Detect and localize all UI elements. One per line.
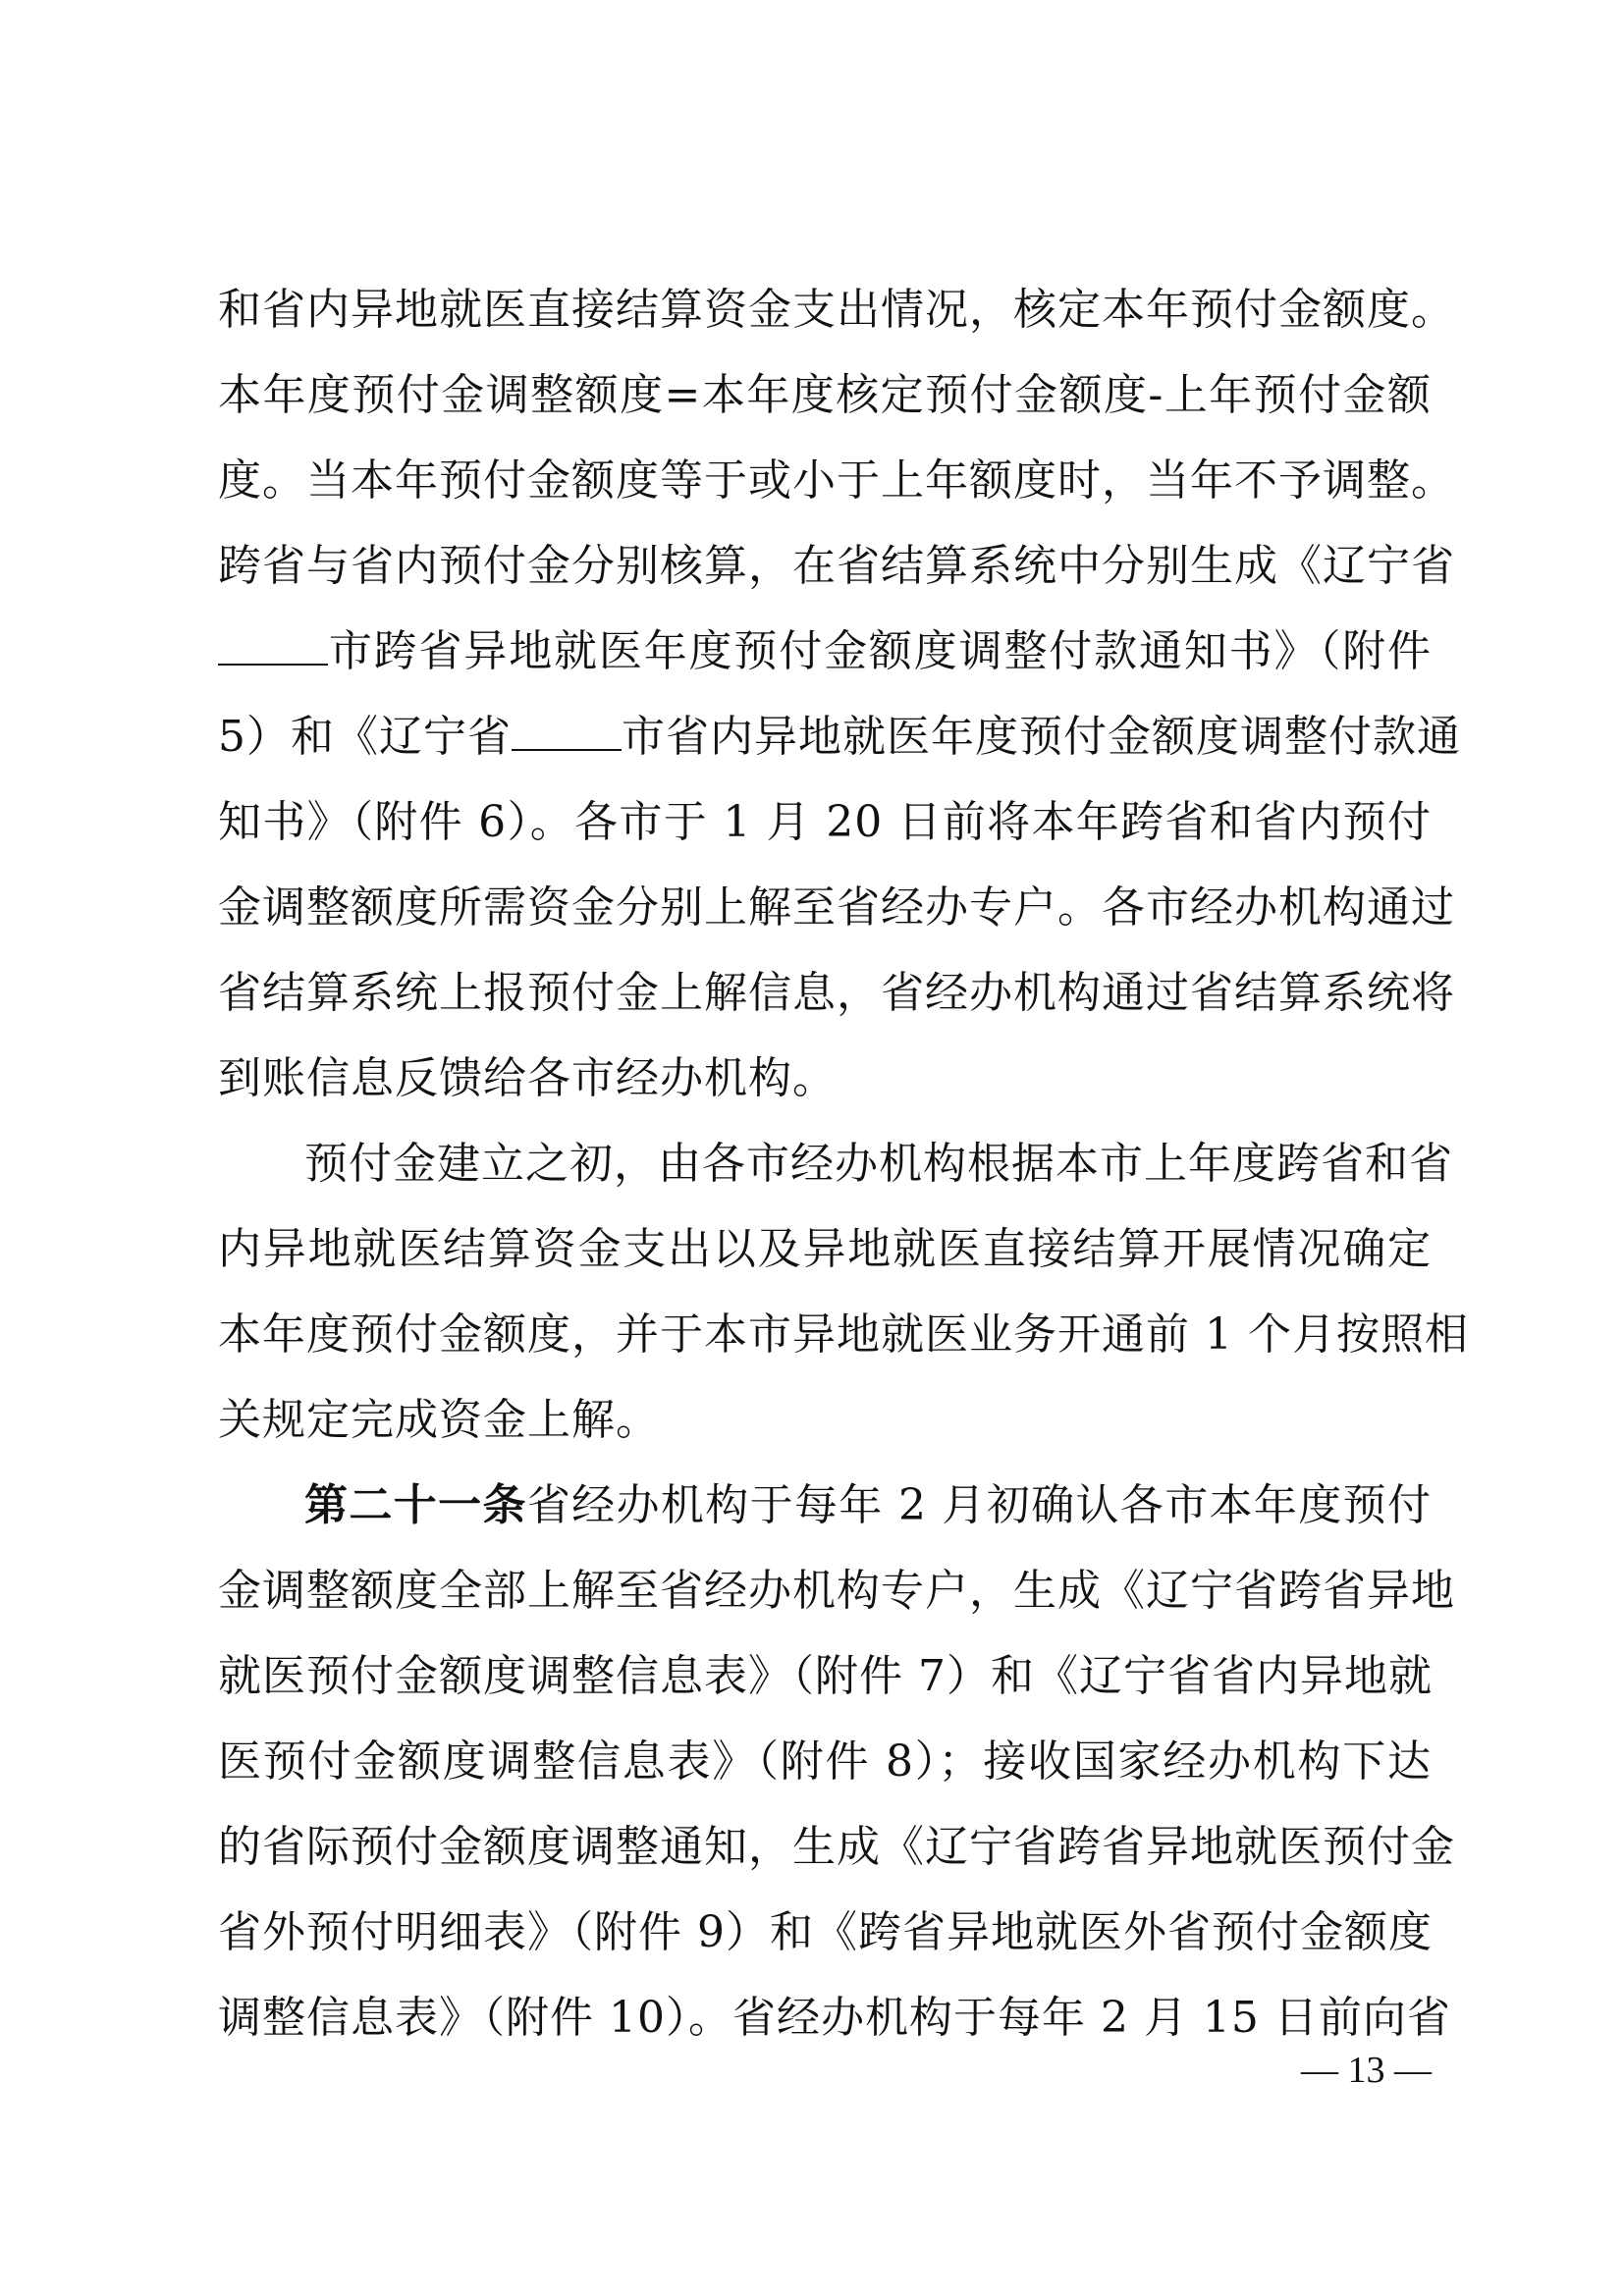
text-line: 的省际预付金额度调整通知，生成《辽宁省跨省异地就医预付金 xyxy=(218,1822,1455,1872)
text-line: 内异地就医结算资金支出以及异地就医直接结算开展情况确定 xyxy=(218,1224,1432,1274)
text-fragment: 5）和《辽宁省 xyxy=(218,712,512,762)
text-line: 省结算系统上报预付金上解信息，省经办机构通过省结算系统将 xyxy=(218,968,1455,1018)
text-line: 到账信息反馈给各市经办机构。 xyxy=(218,1053,837,1103)
text-line: 本年度预付金调整额度=本年度核定预付金额度-上年预付金额 xyxy=(218,370,1432,420)
text-line: 度。当本年预付金额度等于或小于上年额度时，当年不予调整。 xyxy=(218,455,1455,506)
text-line: 知书》（附件 6）。各市于 1 月 20 日前将本年跨省和省内预付 xyxy=(218,797,1432,847)
text-line: 就医预付金额度调整信息表》（附件 7）和《辽宁省省内异地就 xyxy=(218,1651,1433,1701)
text-line: 和省内异地就医直接结算资金支出情况，核定本年预付金额度。 xyxy=(218,285,1455,335)
text-line: 本年度预付金额度，并于本市异地就医业务开通前 1 个月按照相 xyxy=(218,1309,1469,1360)
text-line: 金调整额度所需资金分别上解至省经办专户。各市经办机构通过 xyxy=(218,882,1455,933)
text-line xyxy=(218,694,1461,779)
document-body xyxy=(218,267,1469,2060)
text-line: 跨省与省内预付金分别核算，在省结算系统中分别生成《辽宁省 xyxy=(218,541,1455,591)
text-line: 省外预付明细表》（附件 9）和《跨省异地就医外省预付金额度 xyxy=(218,1907,1433,1957)
text-fragment: 市跨省异地就医年度预付金额度调整付款通知书》（附件 xyxy=(328,626,1432,676)
text-line: 预付金建立之初，由各市经办机构根据本市上年度跨省和省 xyxy=(304,1139,1453,1189)
text-line: 医预付金额度调整信息表》（附件 8）；接收国家经办机构下达 xyxy=(218,1736,1432,1787)
text-line: 金调整额度全部上解至省经办机构专户，生成《辽宁省跨省异地 xyxy=(218,1566,1455,1616)
text-fragment: 省经办机构于每年 2 月初确认各市本年度预付 xyxy=(526,1480,1433,1530)
article-heading: 第二十一条 xyxy=(304,1480,527,1530)
text-fragment: 市省内异地就医年度预付金额度调整付款通 xyxy=(622,712,1461,762)
fill-in-blank xyxy=(218,634,328,666)
text-line xyxy=(218,1463,1432,1548)
text-line: 调整信息表》（附件 10）。省经办机构于每年 2 月 15 日前向省 xyxy=(218,1993,1451,2043)
page-number: — 13 — xyxy=(1301,2050,1432,2091)
fill-in-blank xyxy=(512,720,622,751)
text-line: 关规定完成资金上解。 xyxy=(218,1395,660,1445)
text-line xyxy=(218,609,1432,694)
